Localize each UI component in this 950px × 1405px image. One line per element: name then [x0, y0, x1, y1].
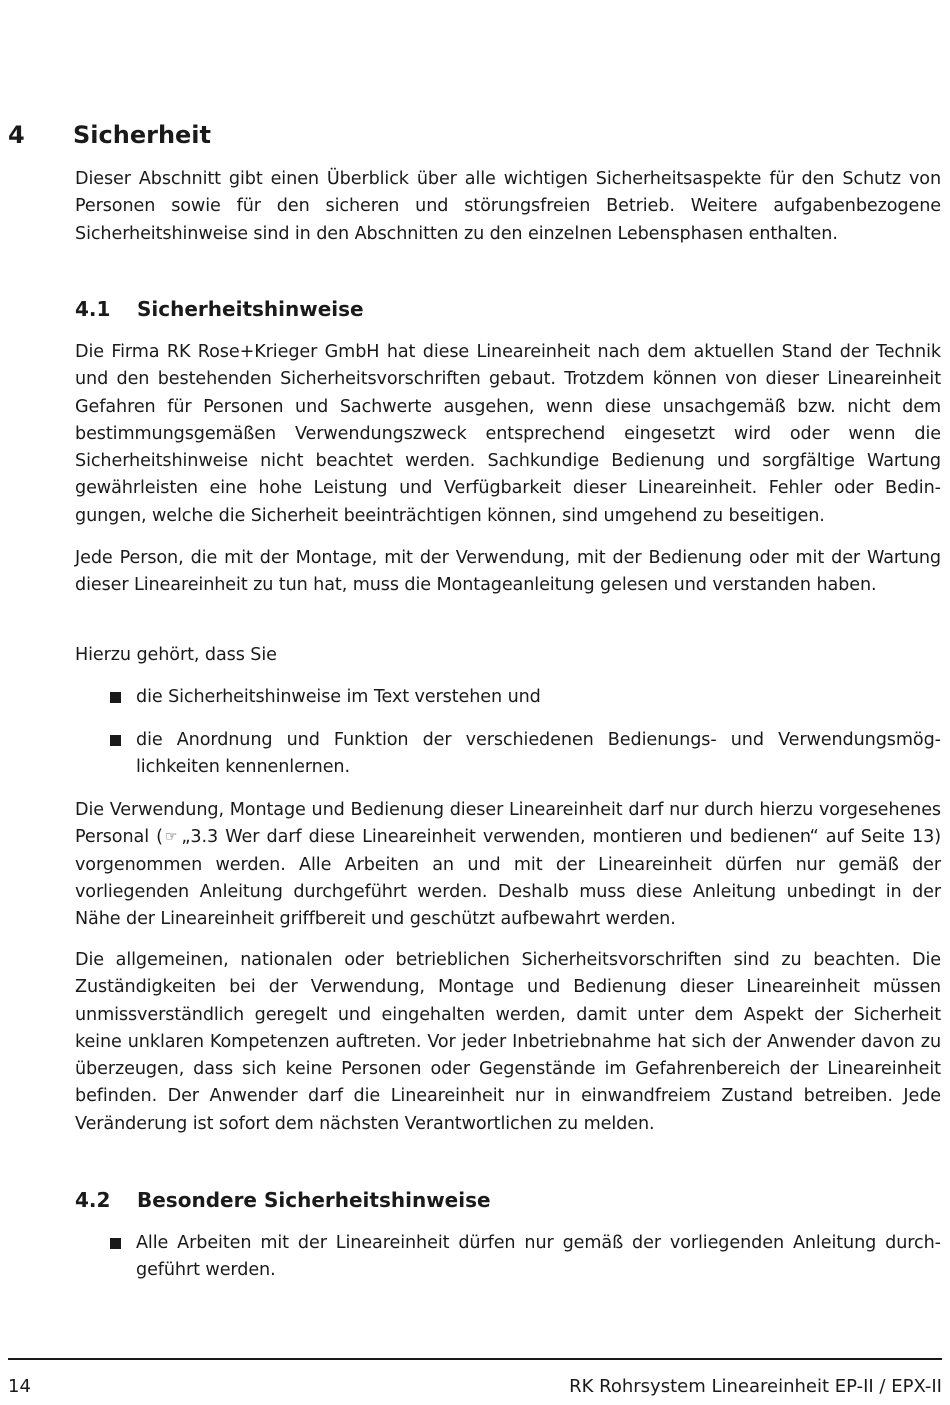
bullet-square-icon: [110, 1238, 121, 1249]
subsection-title: Sicherheitshinweise: [137, 297, 364, 321]
intro-paragraph: Dieser Abschnitt gibt einen Überblick über alle wichtigen Sicherheitsaspekte für den Schutz von Personen sowie für den sicheren und störungsfreien Betrieb. Weitere aufgabenbezogene Sicherheitshinweise sind in den Abschnitten zu den einzelnen Lebensphasen enthalten.: [75, 169, 941, 244]
bullet-square-icon: [110, 692, 121, 703]
paragraph: [75, 797, 941, 933]
footer-divider: [8, 1358, 942, 1360]
list-item: [110, 727, 941, 782]
section-number: 4: [8, 121, 25, 149]
document-title: RK Rohrsystem Lineareinheit EP-II / EPX-II: [569, 1376, 942, 1397]
page-number: 14: [8, 1376, 31, 1397]
paragraph: Die Firma RK Rose+Krieger GmbH hat diese Lineareinheit nach dem aktuellen Stand der Technik und den bestehenden Sicherheitsvorschriften gebaut. Trotzdem können von dieser Lineareinheit Gefahren für Personen und Sachwerte ausgehen, wenn diese unsachgemäß bzw. nicht dem bestimmungsgemäßen Verwendungszweck entsprechend eingesetzt wird oder wenn die Sicherheitshinweise nicht beachtet werden. Sachkundige Bedienung und sorgfältige Wartung gewährleisten eine hohe Leistung und Verfügbarkeit dieser Lineareinheit. Fehler oder Bedingungen, welche die Sicherheit beeinträchtigen können, sind umgehend zu beseitigen.: [75, 342, 941, 526]
list-item: [110, 1230, 941, 1285]
paragraph: Jede Person, die mit der Montage, mit der Verwendung, mit der Bedienung oder mit der Wartung dieser Lineareinheit zu tun hat, muss die Montageanleitung gelesen und verstanden haben.: [75, 548, 941, 596]
bullet-square-icon: [110, 735, 121, 746]
subsection-title: Besondere Sicherheitshinweise: [137, 1188, 491, 1212]
list-item-text: die Sicherheitshinweise im Text verstehen und: [136, 687, 541, 707]
list-item-text: die Anordnung und Funktion der verschiedenen Bedienungs- und Verwendungsmöglichkeiten kennenlernen.: [136, 730, 941, 778]
subsection-number: 4.1: [75, 297, 111, 321]
subsection-number: 4.2: [75, 1188, 111, 1212]
paragraph: Hierzu gehört, dass Sie: [75, 645, 277, 665]
cross-reference-link[interactable]: „3.3 Wer darf diese Lineareinheit verwenden, montieren und bedienen“ auf Seite 13) vorgenommen werden. Alle Arbeiten an und mit der Lineareinheit dürfen nur gemäß der vorliegenden Anleitung durchgeführt werden. Deshalb muss diese Anleitung unbedingt in der Nähe der Lineareinheit griffbereit und geschützt aufbewahrt werden.: [75, 827, 942, 930]
list-item-text: Alle Arbeiten mit der Lineareinheit dürfen nur gemäß der vorliegenden Anleitung durchgeführt werden.: [136, 1233, 941, 1281]
paragraph: Die allgemeinen, nationalen oder betrieblichen Sicherheitsvorschriften sind zu beachten. Die Zuständigkeiten bei der Verwendung, Montage und Bedienung dieser Lineareinheit müssen unmissverständlich geregelt und eingehalten werden, damit unter dem Aspekt der Sicherheit keine unklaren Kompetenzen auftreten. Vor jeder Inbetriebnahme hat sich der Anwender davon zu überzeugen, dass sich keine Personen oder Gegenstände im Gefahrenbereich der Lineareinheit befinden. Der Anwender darf die Lineareinheit nur in einwandfreiem Zustand betreiben. Jede Veränderung ist sofort dem nächsten Verantwortlichen zu melden.: [75, 950, 941, 1134]
section-title: Sicherheit: [73, 121, 211, 149]
list-item: [110, 684, 941, 711]
hand-pointer-icon: ☞: [164, 829, 178, 846]
paragraph-text: Die Verwendung, Montage und Bedienung dieser Lineareinheit darf nur durch hierzu vorgesehenes Personal (: [75, 800, 941, 848]
